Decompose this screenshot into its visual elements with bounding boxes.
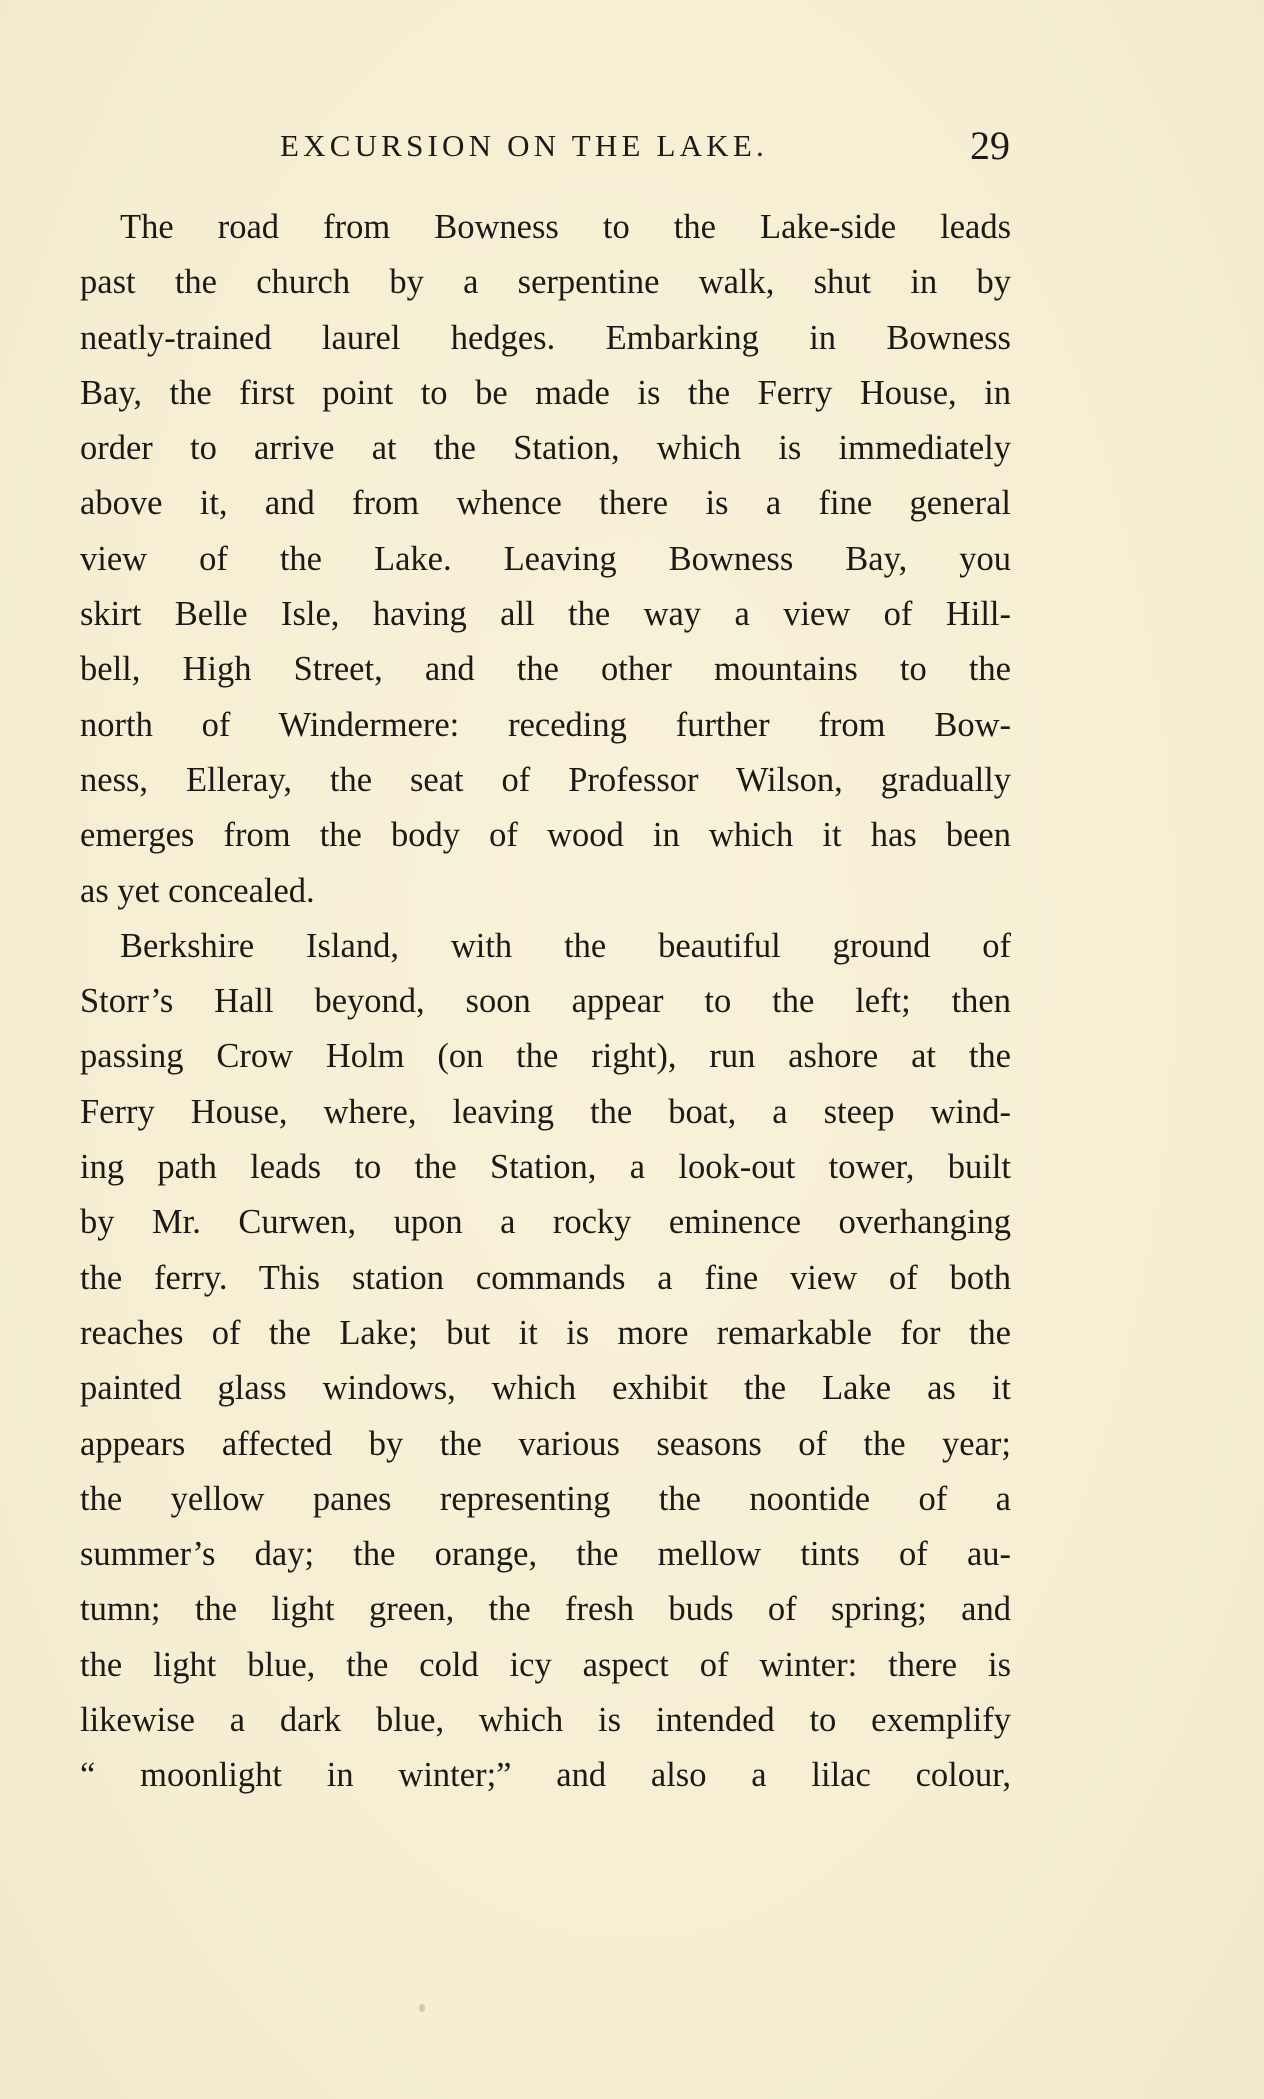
text-line: as yet concealed. [80, 871, 315, 910]
page-number: 29 [970, 123, 1010, 168]
text-line: emerges from the body of wood in which it has been [80, 816, 1011, 855]
text-line: Berkshire Island, with the beautiful ground of [120, 926, 1011, 965]
text-line: by Mr. Curwen, upon a rocky eminence overhanging [80, 1203, 1011, 1242]
text-line: Bay, the first point to be made is the Ferry House, in [80, 373, 1011, 412]
text-line: likewise a dark blue, which is intended to exemplify [80, 1701, 1011, 1740]
text-line: summer’s day; the orange, the mellow tints of au- [80, 1535, 1011, 1574]
running-head [80, 124, 1010, 174]
text-line: neatly-trained laurel hedges. Embarking in Bowness [80, 318, 1011, 357]
text-line: “ moonlight in winter;” and also a lilac colour, [80, 1756, 1011, 1795]
text-line: north of Windermere: receding further from Bow- [80, 705, 1011, 744]
text-line: above it, and from whence there is a fine general [80, 484, 1011, 523]
text-line: past the church by a serpentine walk, shut in by [80, 263, 1011, 302]
text-line: Storr’s Hall beyond, soon appear to the left; then [80, 982, 1011, 1021]
text-line: the light blue, the cold icy aspect of winter: there is [80, 1645, 1011, 1684]
text-line: the yellow panes representing the noontide of a [80, 1479, 1011, 1518]
text-line: skirt Belle Isle, having all the way a view of Hill- [80, 595, 1011, 634]
text-line: painted glass windows, which exhibit the Lake as it [80, 1369, 1011, 1408]
paper-speck [419, 2004, 425, 2012]
text-line: view of the Lake. Leaving Bowness Bay, you [80, 539, 1011, 578]
text-line: the ferry. This station commands a fine view of both [80, 1258, 1011, 1297]
text-line: reaches of the Lake; but it is more remarkable for the [80, 1313, 1011, 1352]
running-title: EXCURSION ON THE LAKE. [280, 128, 768, 163]
text-line: Ferry House, where, leaving the boat, a steep wind- [80, 1092, 1011, 1131]
text-line: ness, Elleray, the seat of Professor Wilson, gradually [80, 760, 1011, 799]
text-line: The road from Bowness to the Lake-side leads [120, 208, 1011, 246]
text-line: tumn; the light green, the fresh buds of spring; and [80, 1590, 1011, 1629]
text-line: ing path leads to the Station, a look-out tower, built [80, 1148, 1011, 1187]
text-line: bell, High Street, and the other mountains to the [80, 650, 1011, 689]
text-line: order to arrive at the Station, which is immediately [80, 429, 1011, 468]
text-line: passing Crow Holm (on the right), run ashore at the [80, 1037, 1011, 1076]
body-text [80, 200, 1011, 1804]
text-line: appears affected by the various seasons of the year; [80, 1424, 1011, 1463]
